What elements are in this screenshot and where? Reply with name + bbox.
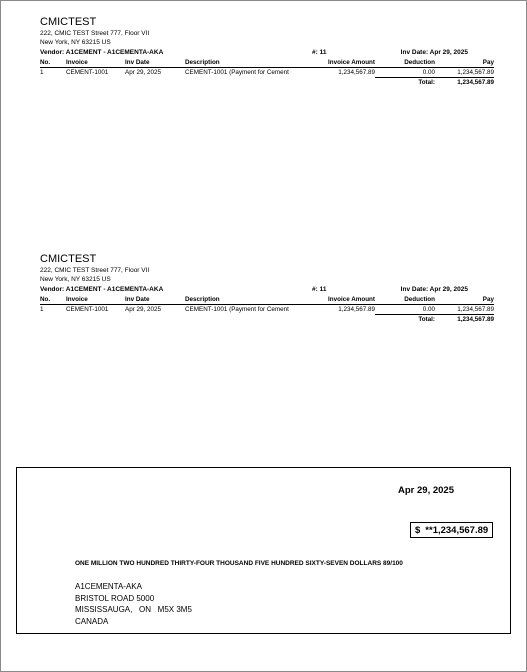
col-header-inv-date: Inv Date [125, 58, 185, 68]
check-amount-box [410, 522, 493, 538]
cell-pay: 1,234,567.89 [457, 69, 494, 76]
col-header-no: No. [40, 58, 66, 68]
cell-invoice-amount: 1,234,567.89 [338, 69, 375, 77]
invoice-date-header: Inv Date: Apr 29, 2025 [400, 286, 468, 293]
cell-deduction: 0.00 [422, 306, 435, 313]
invoice-table [40, 58, 494, 87]
check-body [16, 467, 511, 634]
check-number: #: 11 [312, 49, 327, 56]
vendor-row [40, 285, 494, 295]
table-header-row [40, 295, 494, 305]
amount-in-words: ONE MILLION TWO HUNDRED THIRTY-FOUR THOUSAND FIVE HUNDRED SIXTY-SEVEN DOLLARS 89/100 [75, 560, 403, 567]
col-header-pay: Pay [435, 295, 494, 305]
table-row [40, 68, 494, 78]
payee-country: CANADA [75, 616, 109, 626]
payee-city: MISSISSAUGA, ON M5X 3M5 [75, 605, 192, 614]
remittance-stub-1 [40, 16, 494, 87]
company-address-line2: New York, NY 63215 US [40, 276, 111, 283]
cell-description: CEMENT-1001 (Payment for Cement [185, 306, 289, 314]
vendor-name: Vendor: A1CEMENT - A1CEMENTA-AKA [40, 286, 164, 293]
col-header-invoice-amount: Invoice Amount [313, 295, 375, 305]
currency-symbol: $ [415, 524, 421, 536]
invoice-table [40, 295, 494, 324]
cell-deduction: 0.00 [422, 69, 435, 76]
company-address-line2: New York, NY 63215 US [40, 39, 111, 46]
company-address-line1: 222, CMIC TEST Street 777, Floor VII [40, 30, 150, 37]
cell-no: 1 [40, 69, 44, 77]
check-number: #: 11 [312, 286, 327, 293]
col-header-invoice-amount: Invoice Amount [313, 58, 375, 68]
table-header-row [40, 58, 494, 68]
check-amount: **1,234,567.89 [425, 524, 489, 536]
total-label: Total: [375, 315, 435, 325]
col-header-description: Description [185, 295, 313, 305]
cell-invoice: CEMENT-1001 [66, 306, 109, 314]
table-row [40, 305, 494, 315]
vendor-name: Vendor: A1CEMENT - A1CEMENTA-AKA [40, 49, 164, 56]
cell-no: 1 [40, 306, 44, 314]
cell-inv-date: Apr 29, 2025 [125, 306, 162, 314]
check-date: Apr 29, 2025 [398, 485, 454, 496]
col-header-pay: Pay [435, 58, 494, 68]
total-value: 1,234,567.89 [435, 315, 494, 325]
total-label: Total: [375, 78, 435, 88]
company-name: CMICTEST [40, 253, 97, 265]
payee-street: BRISTOL ROAD 5000 [75, 593, 155, 603]
col-header-description: Description [185, 58, 313, 68]
payee-name: A1CEMENTA-AKA [75, 582, 142, 591]
col-header-no: No. [40, 295, 66, 305]
company-name: CMICTEST [40, 16, 97, 28]
cell-inv-date: Apr 29, 2025 [125, 69, 162, 77]
col-header-invoice: Invoice [66, 58, 125, 68]
payee-address [75, 581, 192, 627]
remittance-stub-2 [40, 253, 494, 324]
cell-description: CEMENT-1001 (Payment for Cement [185, 69, 289, 77]
vendor-row [40, 48, 494, 58]
total-value: 1,234,567.89 [435, 78, 494, 88]
col-header-inv-date: Inv Date [125, 295, 185, 305]
total-row [40, 315, 494, 325]
cell-invoice-amount: 1,234,567.89 [338, 306, 375, 314]
col-header-deduction: Deduction [375, 58, 435, 68]
total-row [40, 78, 494, 88]
cell-pay: 1,234,567.89 [457, 306, 494, 313]
company-address-line1: 222, CMIC TEST Street 777, Floor VII [40, 267, 150, 274]
col-header-deduction: Deduction [375, 295, 435, 305]
cell-invoice: CEMENT-1001 [66, 69, 109, 77]
invoice-date-header: Inv Date: Apr 29, 2025 [400, 49, 468, 56]
col-header-invoice: Invoice [66, 295, 125, 305]
